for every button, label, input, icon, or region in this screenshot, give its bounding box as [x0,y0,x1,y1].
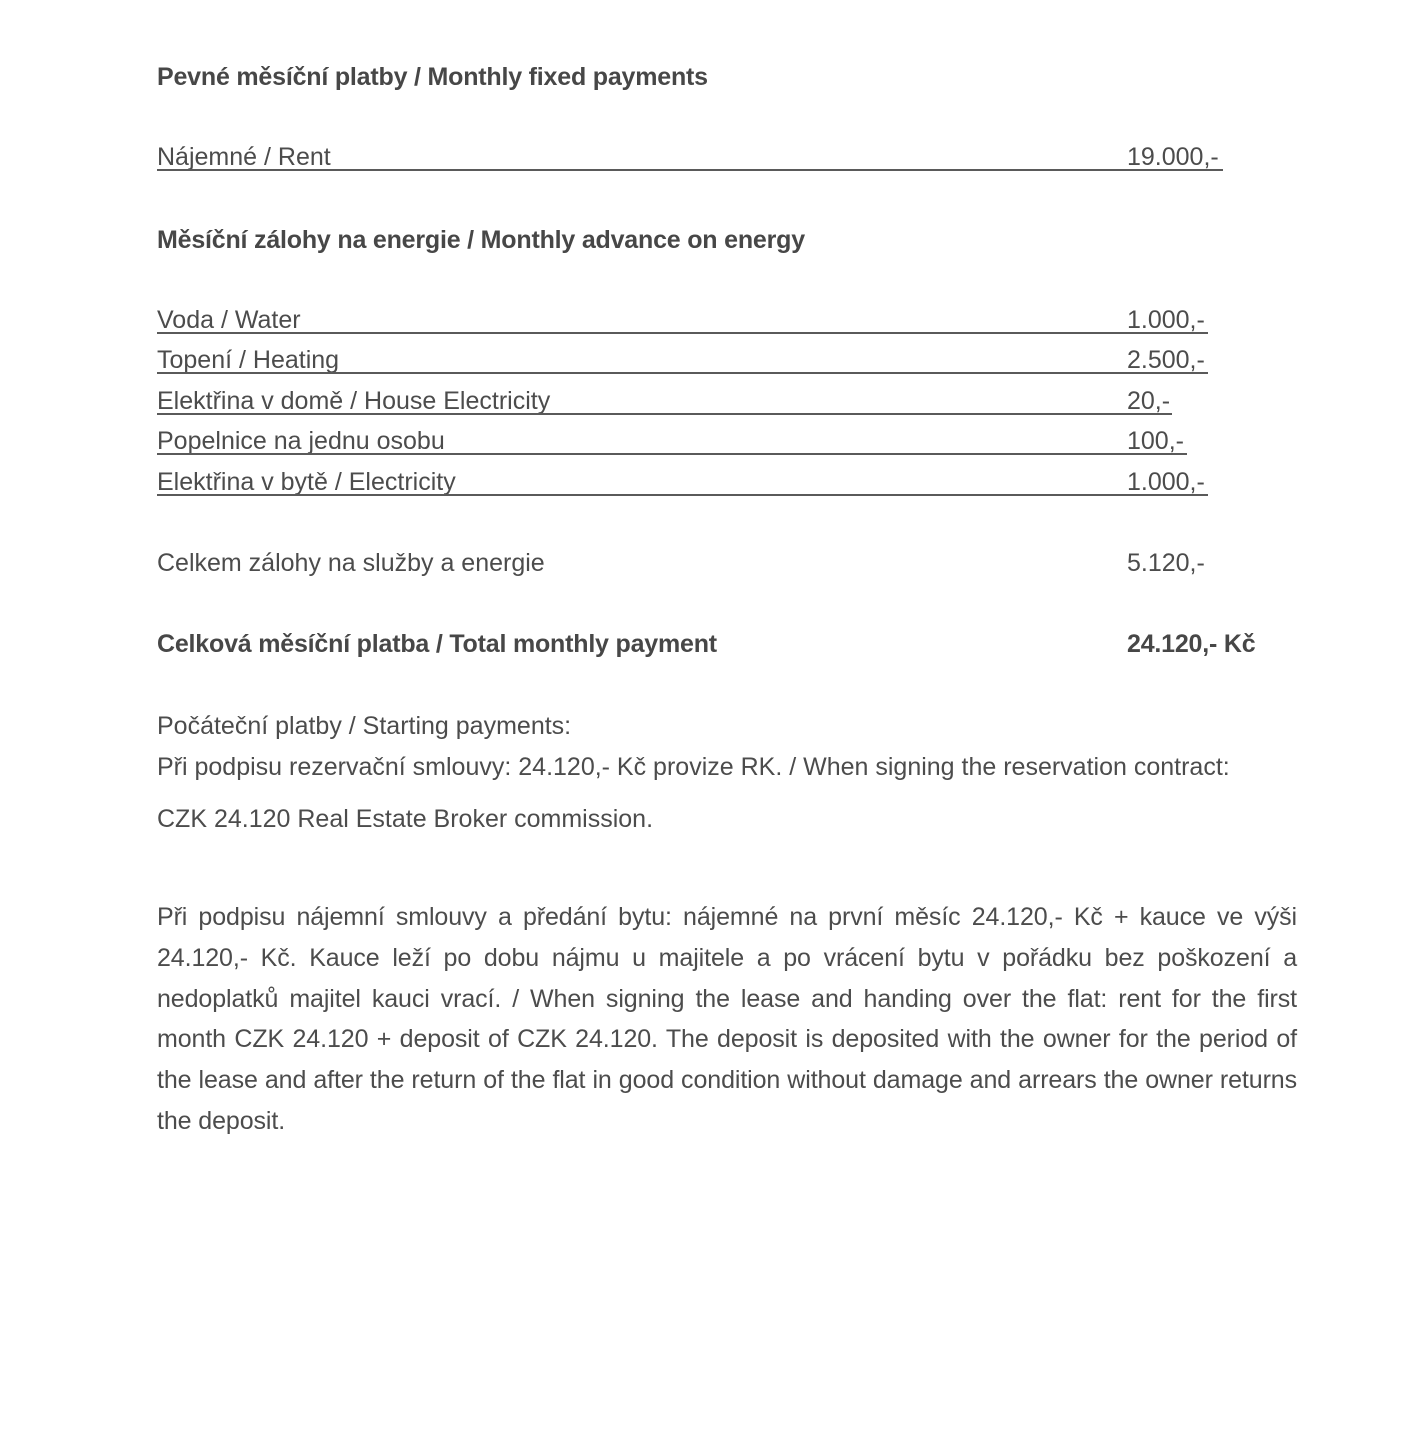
heating-underline [157,372,1208,374]
waste-amount: 100,- [1127,427,1184,455]
total-label: Celková měsíční platba / Total monthly payment [157,630,717,658]
rent-underline [157,169,1223,171]
house-electricity-amount: 20,- [1127,387,1171,415]
energy-subtotal-label: Celkem zálohy na služby a energie [157,549,545,577]
waste-label: Popelnice na jednu osobu [157,427,445,455]
heating-amount: 2.500,- [1127,346,1205,374]
house-electricity-label: Elektřina v domě / House Electricity [157,387,551,415]
rent-amount: 19.000,- [1127,143,1219,171]
energy-subtotal-amount: 5.120,- [1127,549,1205,577]
waste-underline [157,453,1187,455]
starting-payments-heading: Počáteční platby / Starting payments: [157,712,572,740]
energy-heading: Měsíční zálohy na energie / Monthly advance on energy [157,226,805,254]
lease-signing-paragraph: Při podpisu nájemní smlouvy a předání bytu: nájemné na první měsíc 24.120,- Kč + kauce ve výši 24.120,- Kč. Kauce leží po dobu nájmu u majitele a po vrácení bytu v pořádku bez poškození a nedoplatků majitel kauci vrací. / When signing the lease and handing over the flat: rent for the first month CZK 24.120 + deposit of CZK 24.120. The deposit is deposited with the owner for the period of the lease and after the return of the flat in good condition without damage and arrears the owner returns the deposit. [157,903,1297,1135]
water-amount: 1.000,- [1127,306,1205,334]
fixed-payments-heading: Pevné měsíční platby / Monthly fixed payments [157,63,708,91]
total-amount: 24.120,- Kč [1127,630,1256,658]
reservation-contract-line: Při podpisu rezervační smlouvy: 24.120,- Kč provize RK. / When signing the reservation contract: [157,753,1230,781]
broker-commission-line: CZK 24.120 Real Estate Broker commission. [157,805,654,833]
rent-label: Nájemné / Rent [157,143,331,171]
electricity-underline [157,494,1208,496]
water-underline [157,332,1208,334]
water-label: Voda / Water [157,306,301,334]
electricity-label: Elektřina v bytě / Electricity [157,468,456,496]
electricity-amount: 1.000,- [1127,468,1205,496]
heating-label: Topení / Heating [157,346,340,374]
house-electricity-underline [157,413,1172,415]
